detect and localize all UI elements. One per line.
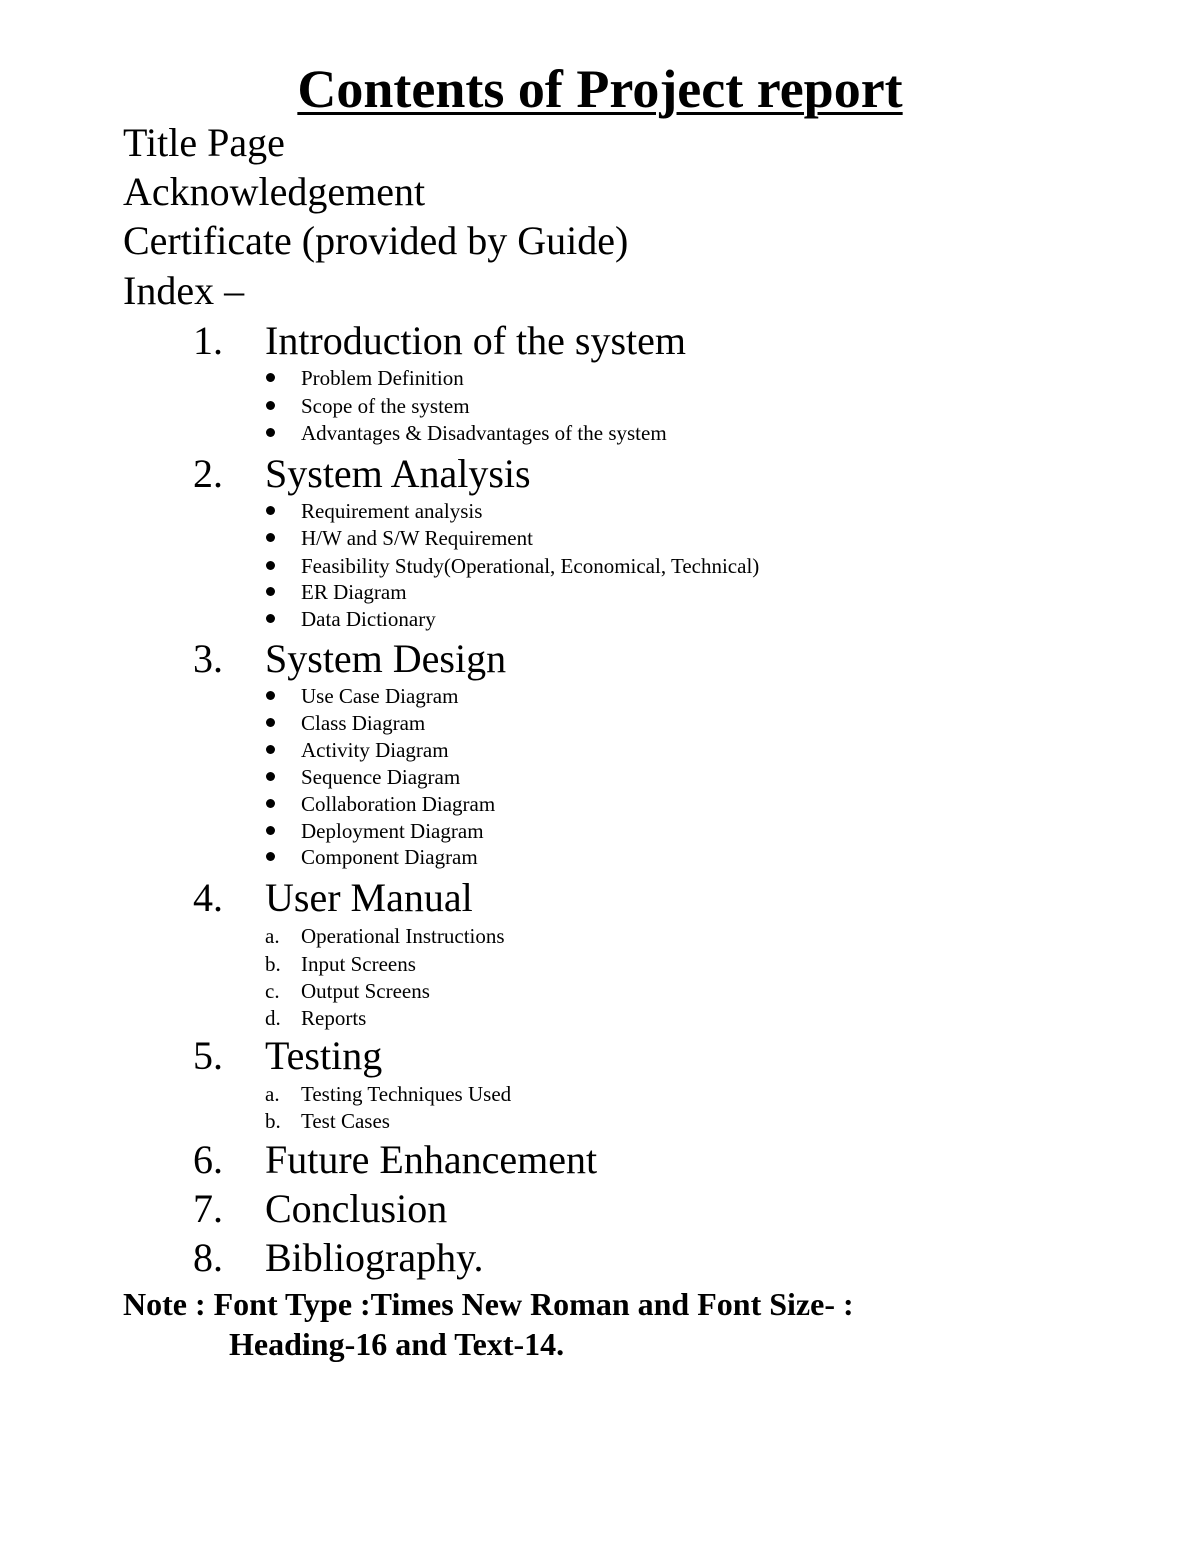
bullet-icon xyxy=(266,799,275,808)
bullet-icon xyxy=(266,401,275,410)
list-item: Input Screens xyxy=(301,952,416,976)
section-number: 6. xyxy=(193,1137,223,1182)
bullet-icon xyxy=(266,561,275,570)
list-marker: c. xyxy=(265,979,280,1003)
section-number: 8. xyxy=(193,1235,223,1280)
front-matter-index: Index – xyxy=(123,268,245,313)
list-item: Testing Techniques Used xyxy=(301,1082,512,1106)
list-item: H/W and S/W Requirement xyxy=(301,526,533,550)
bullet-icon xyxy=(266,826,275,835)
list-item: Test Cases xyxy=(301,1109,390,1133)
section-title-bibliography: Bibliography. xyxy=(265,1235,484,1280)
front-matter-title-page: Title Page xyxy=(123,120,285,165)
note-line-1: Note : Font Type :Times New Roman and Font Size- : xyxy=(123,1286,854,1322)
list-item: Scope of the system xyxy=(301,394,470,418)
bullet-icon xyxy=(266,428,275,437)
bullet-icon xyxy=(266,772,275,781)
list-item: Requirement analysis xyxy=(301,499,483,523)
list-item: Component Diagram xyxy=(301,845,478,869)
list-marker: a. xyxy=(265,924,280,948)
section-title-user-manual: User Manual xyxy=(265,875,473,920)
list-item: Activity Diagram xyxy=(301,738,449,762)
bullet-icon xyxy=(266,852,275,861)
section-number: 5. xyxy=(193,1033,223,1078)
bullet-icon xyxy=(266,718,275,727)
section-number: 7. xyxy=(193,1186,223,1231)
section-title-testing: Testing xyxy=(265,1033,383,1078)
page-title-text: Contents of Project report xyxy=(297,59,903,119)
bullet-icon xyxy=(266,691,275,700)
section-number: 2. xyxy=(193,451,223,496)
list-item: Output Screens xyxy=(301,979,430,1003)
bullet-icon xyxy=(266,506,275,515)
bullet-icon xyxy=(266,745,275,754)
list-item: Reports xyxy=(301,1006,367,1030)
list-item: Operational Instructions xyxy=(301,924,505,948)
section-title-system-design: System Design xyxy=(265,636,507,681)
front-matter-certificate: Certificate (provided by Guide) xyxy=(123,218,629,263)
bullet-icon xyxy=(266,373,275,382)
list-item: Collaboration Diagram xyxy=(301,792,496,816)
section-number: 3. xyxy=(193,636,223,681)
list-item: Feasibility Study(Operational, Economical, Technical) xyxy=(301,554,760,578)
section-number: 1. xyxy=(193,318,223,363)
section-title-future-enhancement: Future Enhancement xyxy=(265,1137,598,1182)
front-matter-acknowledgement: Acknowledgement xyxy=(123,169,426,214)
list-marker: b. xyxy=(265,952,281,976)
note-line-2: Heading-16 and Text-14. xyxy=(229,1326,565,1362)
list-item: Data Dictionary xyxy=(301,607,436,631)
list-marker: d. xyxy=(265,1006,281,1030)
list-marker: a. xyxy=(265,1082,280,1106)
list-item: Advantages & Disadvantages of the system xyxy=(301,421,667,445)
section-title-conclusion: Conclusion xyxy=(265,1186,448,1231)
list-marker: b. xyxy=(265,1109,281,1133)
bullet-icon xyxy=(266,533,275,542)
list-item: Problem Definition xyxy=(301,366,464,390)
section-number: 4. xyxy=(193,875,223,920)
list-item: ER Diagram xyxy=(301,580,407,604)
list-item: Deployment Diagram xyxy=(301,819,484,843)
page-title xyxy=(0,58,1200,120)
list-item: Class Diagram xyxy=(301,711,426,735)
list-item: Use Case Diagram xyxy=(301,684,459,708)
bullet-icon xyxy=(266,614,275,623)
section-title-system-analysis: System Analysis xyxy=(265,451,531,496)
list-item: Sequence Diagram xyxy=(301,765,461,789)
section-title-introduction: Introduction of the system xyxy=(265,318,687,363)
bullet-icon xyxy=(266,587,275,596)
